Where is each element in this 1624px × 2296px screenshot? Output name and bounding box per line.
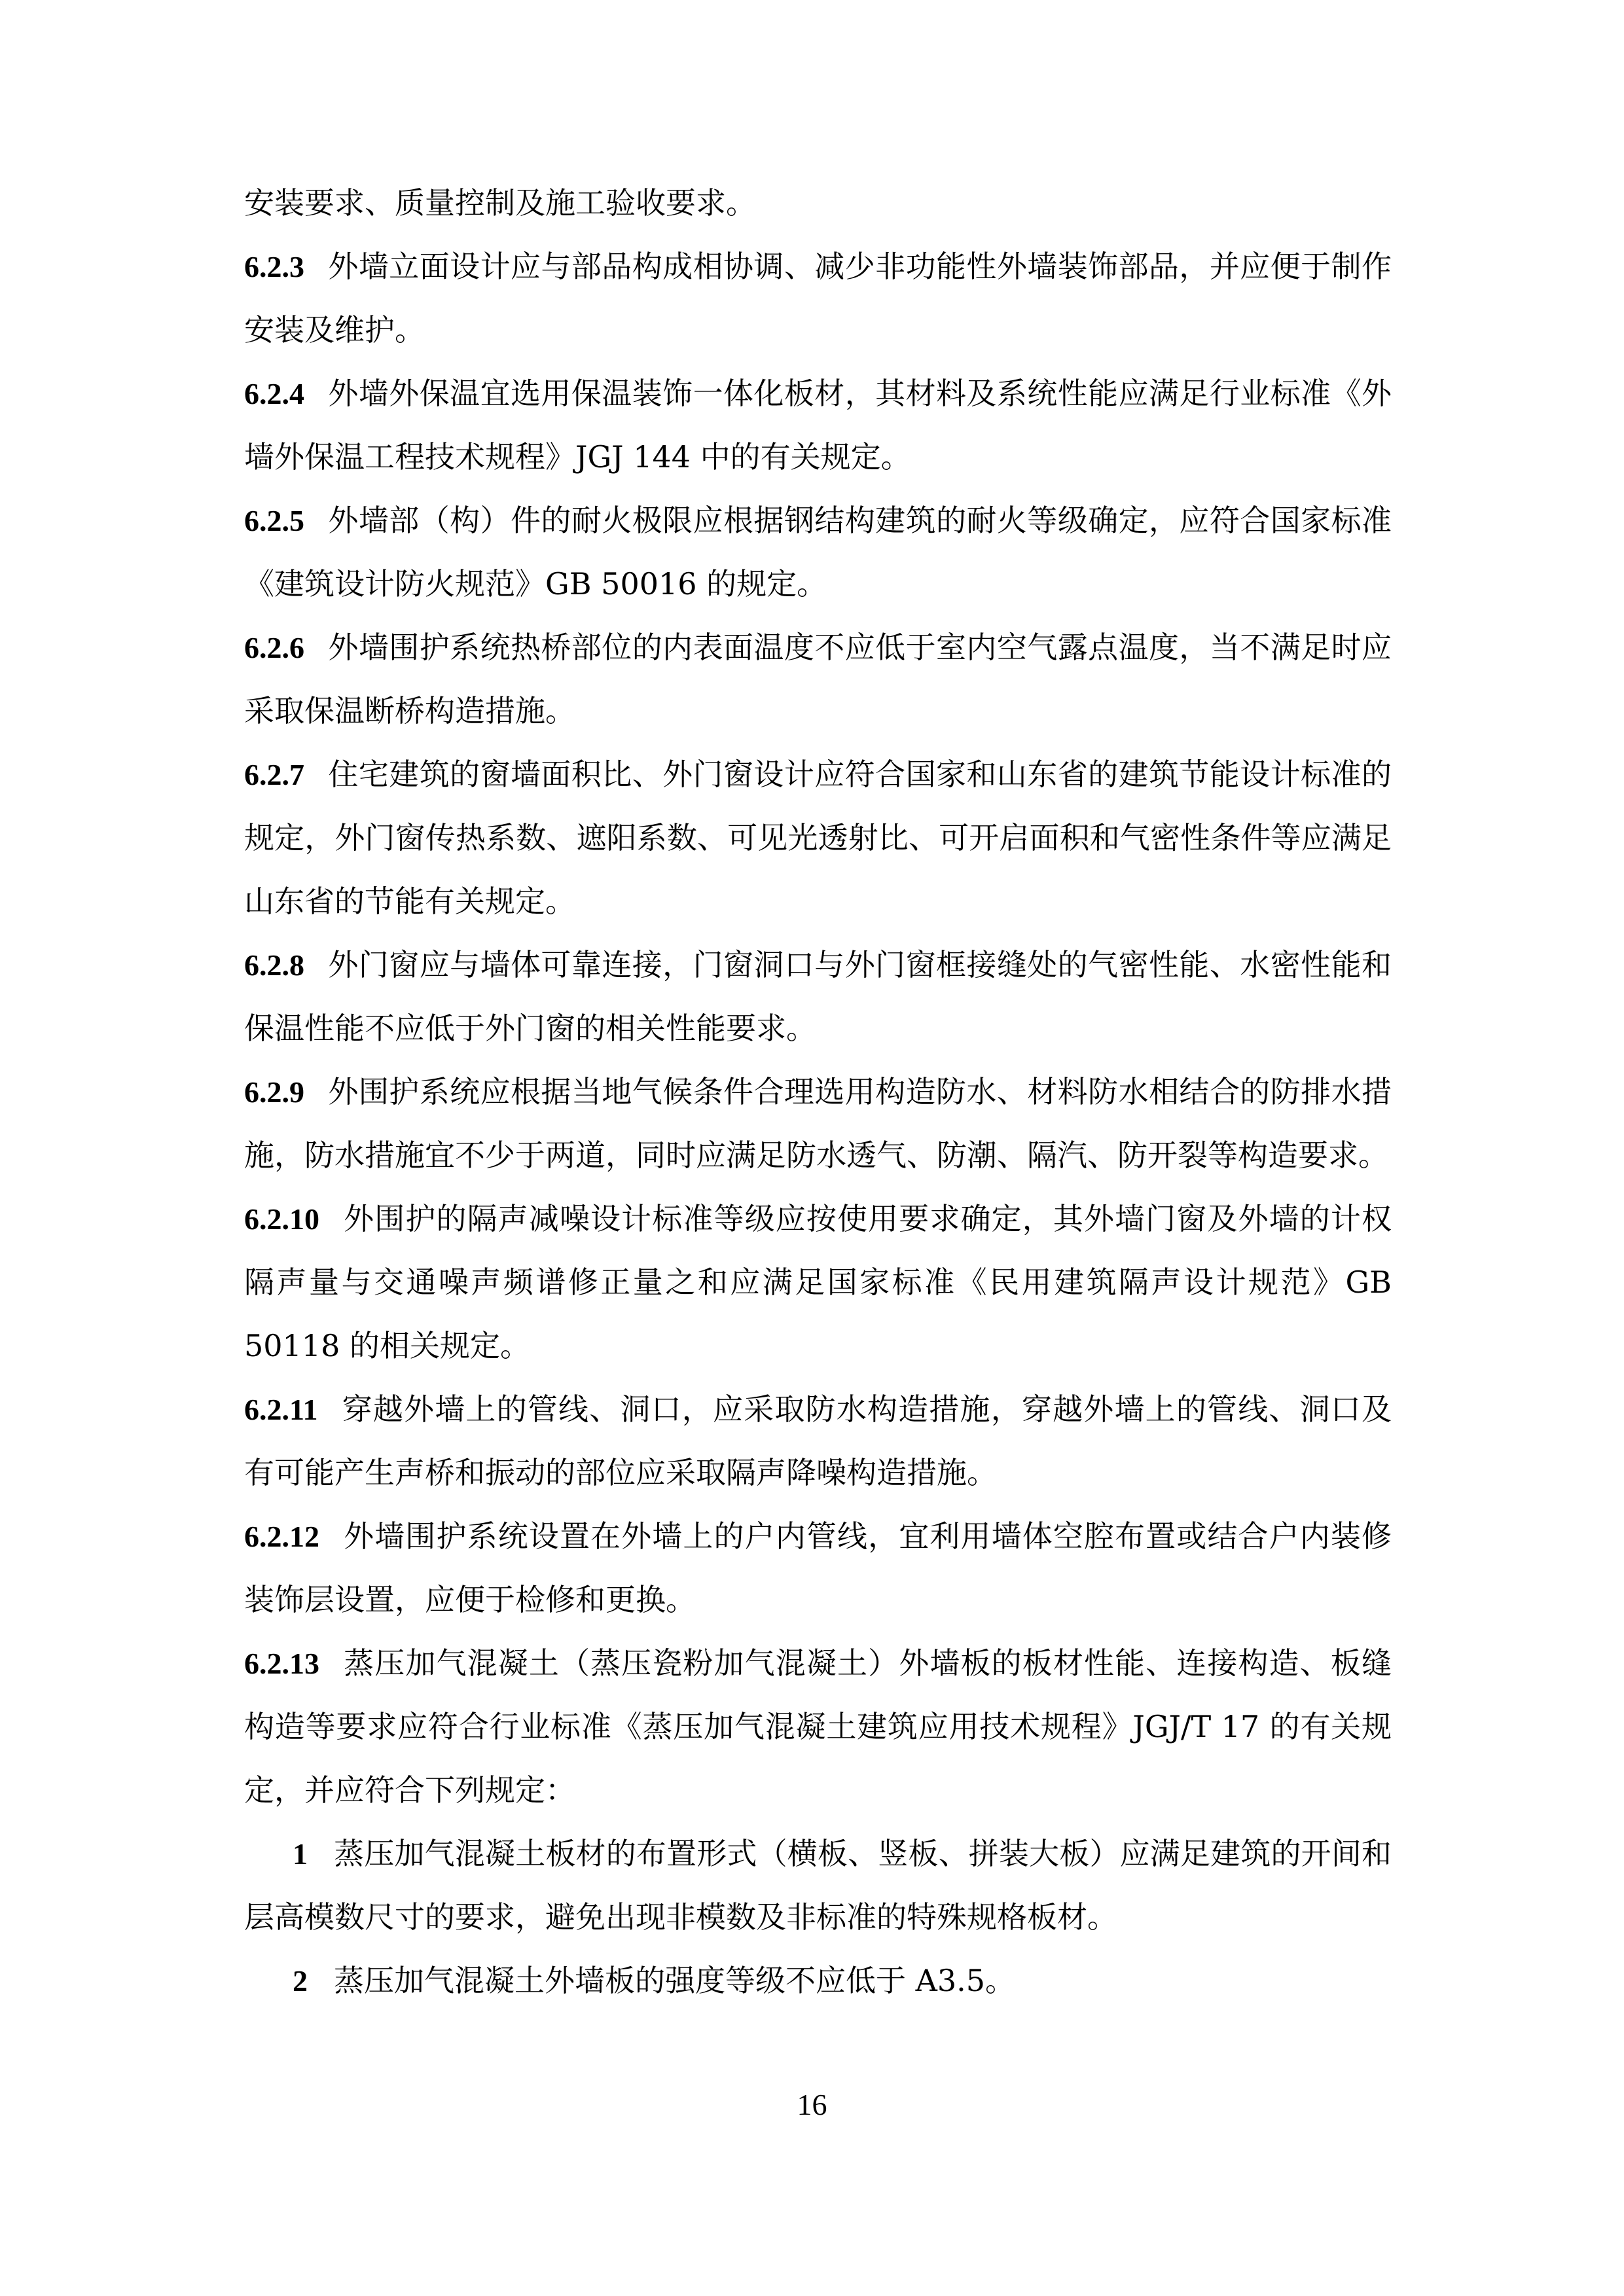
clause-6-2-5 bbox=[244, 489, 1392, 616]
clause-number: 6.2.5 bbox=[244, 504, 304, 537]
clause-number: 6.2.4 bbox=[244, 377, 304, 410]
clause-6-2-10 bbox=[244, 1187, 1392, 1378]
clause-number: 6.2.3 bbox=[244, 250, 304, 283]
clause-6-2-6 bbox=[244, 616, 1392, 743]
item-text: 蒸压加气混凝土外墙板的强度等级不应低于 A3.5。 bbox=[334, 1963, 1015, 1998]
document-page bbox=[244, 171, 1392, 2013]
clause-6-2-4 bbox=[244, 362, 1392, 489]
clause-6-2-11 bbox=[244, 1378, 1392, 1505]
clause-6-2-3 bbox=[244, 235, 1392, 362]
item-number: 2 bbox=[293, 1964, 308, 1998]
clause-number: 6.2.10 bbox=[244, 1202, 319, 1236]
page-number: 16 bbox=[797, 2088, 827, 2121]
clause-number: 6.2.12 bbox=[244, 1520, 319, 1553]
clause-text: 外围护的隔声减噪设计标准等级应按使用要求确定，其外墙门窗及外墙的计权隔声量与交通噪声频谱修正量之和应满足国家标准《民用建筑隔声设计规范》GB 50118 的相关规定。 bbox=[244, 1201, 1392, 1363]
item-number: 1 bbox=[293, 1837, 308, 1871]
clause-number: 6.2.9 bbox=[244, 1075, 304, 1109]
clause-text: 住宅建筑的窗墙面积比、外门窗设计应符合国家和山东省的建筑节能设计标准的规定，外门窗传热系数、遮阳系数、可见光透射比、可开启面积和气密性条件等应满足山东省的节能有关规定。 bbox=[244, 757, 1392, 919]
clause-text: 穿越外墙上的管线、洞口，应采取防水构造措施，穿越外墙上的管线、洞口及有可能产生声桥和振动的部位应采取隔声降噪构造措施。 bbox=[244, 1391, 1392, 1490]
clause-text: 蒸压加气混凝土（蒸压瓷粉加气混凝土）外墙板的板材性能、连接构造、板缝构造等要求应符合行业标准《蒸压加气混凝土建筑应用技术规程》JGJ/T 17 的有关规定，并应符合下列规定： bbox=[244, 1645, 1392, 1808]
clause-number: 6.2.6 bbox=[244, 631, 304, 664]
clause-text: 外围护系统应根据当地气候条件合理选用构造防水、材料防水相结合的防排水措施，防水措施宜不少于两道，同时应满足防水透气、防潮、隔汽、防开裂等构造要求。 bbox=[244, 1074, 1392, 1173]
clause-text: 外墙围护系统设置在外墙上的户内管线，宜利用墙体空腔布置或结合户内装修装饰层设置，应便于检修和更换。 bbox=[244, 1518, 1392, 1617]
item-text: 蒸压加气混凝土板材的布置形式（横板、竖板、拼装大板）应满足建筑的开间和层高模数尺寸的要求，避免出现非模数及非标准的特殊规格板材。 bbox=[244, 1836, 1392, 1935]
clause-text: 外墙立面设计应与部品构成相协调、减少非功能性外墙装饰部品，并应便于制作安装及维护。 bbox=[244, 249, 1392, 348]
clause-number: 6.2.7 bbox=[244, 758, 304, 791]
clause-text: 外门窗应与墙体可靠连接，门窗洞口与外门窗框接缝处的气密性能、水密性能和保温性能不应低于外门窗的相关性能要求。 bbox=[244, 947, 1392, 1046]
clause-6-2-8 bbox=[244, 933, 1392, 1060]
clause-6-2-12 bbox=[244, 1505, 1392, 1632]
clause-number: 6.2.8 bbox=[244, 948, 304, 982]
list-item-2 bbox=[244, 1949, 1392, 2013]
clause-6-2-13 bbox=[244, 1632, 1392, 1822]
clause-6-2-9 bbox=[244, 1060, 1392, 1187]
clause-text: 外墙外保温宜选用保温装饰一体化板材，其材料及系统性能应满足行业标准《外墙外保温工程技术规程》JGJ 144 中的有关规定。 bbox=[244, 376, 1392, 475]
clause-text: 外墙围护系统热桥部位的内表面温度不应低于室内空气露点温度，当不满足时应采取保温断桥构造措施。 bbox=[244, 630, 1392, 728]
clause-number: 6.2.13 bbox=[244, 1647, 319, 1680]
clause-text: 外墙部（构）件的耐火极限应根据钢结构建筑的耐火等级确定，应符合国家标准《建筑设计防火规范》GB 50016 的规定。 bbox=[244, 503, 1392, 601]
list-item-1 bbox=[244, 1822, 1392, 1949]
clause-6-2-7 bbox=[244, 743, 1392, 933]
paragraph-continuation: 安装要求、质量控制及施工验收要求。 bbox=[244, 185, 756, 221]
clause-number: 6.2.11 bbox=[244, 1393, 318, 1426]
